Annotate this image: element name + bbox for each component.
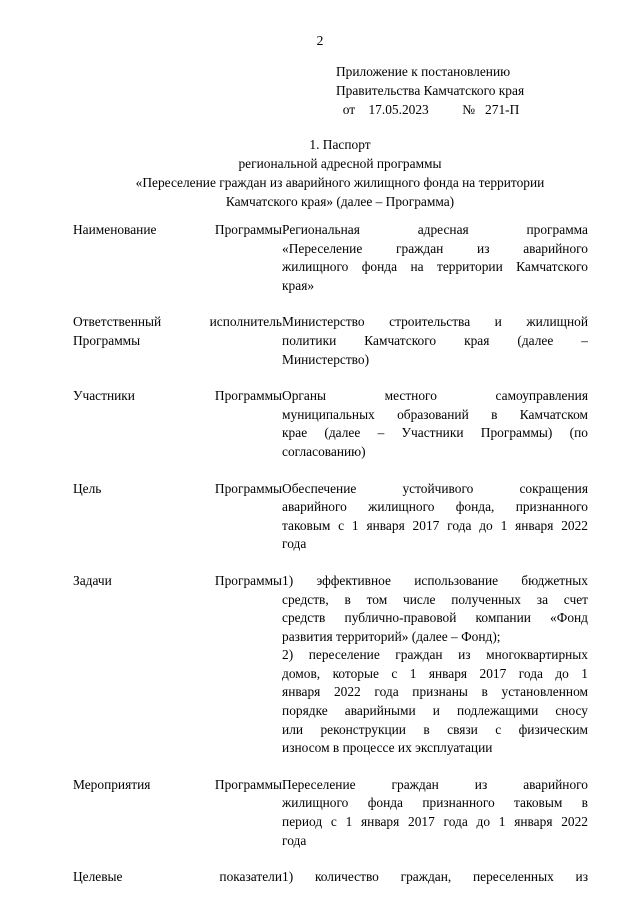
row-value-line: аварийного жилищного фонда, признанного <box>282 499 588 515</box>
passport-row <box>73 313 588 369</box>
row-value-line: муниципальных образований в Камчатском <box>282 406 588 422</box>
title-line-1: 1. Паспорт <box>309 137 371 152</box>
spacer-cell <box>282 295 588 313</box>
row-value-line: года <box>282 536 307 552</box>
passport-row <box>73 776 588 850</box>
passport-row <box>73 221 588 295</box>
appendix-header <box>336 62 524 119</box>
row-value-line: января 2022 года признаны в установленном <box>282 684 588 700</box>
date-prefix: от <box>342 102 356 117</box>
spacer-cell <box>73 295 282 313</box>
row-value-line: таковым с 1 января 2017 года до 1 января 2022 <box>282 517 588 533</box>
spacer-cell <box>282 850 588 868</box>
row-label-line: Задачи Программы <box>73 572 283 588</box>
row-value-line: года <box>282 832 307 848</box>
spacer-cell <box>73 462 282 480</box>
row-value-line: политики Камчатского края (далее – <box>282 332 588 348</box>
appendix-line-2: Правительства Камчатского края <box>336 83 525 98</box>
passport-row <box>73 480 588 554</box>
row-value-line: Региональная адресная программа <box>282 222 588 237</box>
row-value-line: порядке аварийными и подлежащими сносу <box>282 703 588 719</box>
spacer-cell <box>73 554 282 572</box>
spacer-cell <box>73 850 282 868</box>
spacer-cell <box>73 369 282 387</box>
row-value-line: жилищного фонда признанного таковым в <box>282 795 588 811</box>
row-value-line: крае (далее – Участники Программы) (по <box>282 425 588 441</box>
row-value <box>282 868 588 887</box>
row-value-line: Министерство) <box>282 351 370 367</box>
row-value <box>282 221 588 295</box>
title-line-3: «Переселение граждан из аварийного жилищного фонда на территории <box>135 175 545 190</box>
resolution-number: 271-П <box>485 102 520 117</box>
row-value-line: Министерство строительства и жилищной <box>282 314 588 330</box>
row-value-line: 1) количество граждан, переселенных из <box>282 869 588 885</box>
row-value-line: края» <box>282 277 315 293</box>
title-line-4: Камчатского края» (далее – Программа) <box>225 194 455 209</box>
row-label <box>73 776 282 850</box>
row-value-line: Переселение граждан из аварийного <box>282 776 588 792</box>
row-label-line: Наименование Программы <box>73 222 283 237</box>
row-value <box>282 480 588 554</box>
passport-row <box>73 572 588 758</box>
row-value <box>282 572 588 758</box>
row-label <box>73 387 282 461</box>
row-spacer <box>73 295 588 313</box>
passport-row <box>73 387 588 461</box>
row-label-line: Цель Программы <box>73 480 283 496</box>
row-spacer <box>73 369 588 387</box>
row-value-line: жилищного фонда на территории Камчатского <box>282 259 588 275</box>
row-label-line: Целевые показатели <box>73 869 283 885</box>
row-value-line: «Переселение граждан из аварийного <box>282 240 588 256</box>
row-spacer <box>73 850 588 868</box>
row-value-line: домов, которые с 1 января 2017 года до 1 <box>282 665 588 681</box>
row-value-line: средств публично-правовой компании «Фонд <box>282 610 588 626</box>
appendix-date-line <box>336 100 524 119</box>
row-spacer <box>73 554 588 572</box>
row-value-line: согласованию) <box>282 443 366 459</box>
row-value-line: Обеспечение устойчивого сокращения <box>282 480 588 496</box>
row-value-line: или реконструкции в связи с физическим <box>282 721 588 737</box>
row-value-line: износом в процессе их эксплуатации <box>282 740 493 756</box>
row-value-line: развития территорий» (далее – Фонд); <box>282 628 501 644</box>
row-spacer <box>73 758 588 776</box>
row-label-line: Ответственный исполнитель <box>73 314 283 330</box>
row-value <box>282 387 588 461</box>
row-label-line: Участники Программы <box>73 388 283 404</box>
row-value <box>282 313 588 369</box>
row-label <box>73 221 282 295</box>
spacer-cell <box>282 462 588 480</box>
row-label <box>73 868 282 887</box>
row-value-line: средств, в том числе полученных за счет <box>282 591 588 607</box>
row-value-line: период с 1 января 2017 года до 1 января 2022 <box>282 814 588 830</box>
row-label <box>73 572 282 758</box>
passport-title <box>60 135 620 211</box>
row-label <box>73 480 282 554</box>
title-line-2: региональной адресной программы <box>238 156 442 171</box>
resolution-date: 17.05.2023 <box>368 102 429 117</box>
passport-row <box>73 868 588 887</box>
row-spacer <box>73 462 588 480</box>
row-value <box>282 776 588 850</box>
row-label-line: Мероприятия Программы <box>73 776 283 792</box>
row-label-line: Программы <box>73 332 141 348</box>
spacer-cell <box>282 758 588 776</box>
spacer-cell <box>282 554 588 572</box>
appendix-line-1: Приложение к постановлению <box>336 64 511 79</box>
row-value-line: 2) переселение граждан из многоквартирных <box>282 647 588 663</box>
row-value-line: 1) эффективное использование бюджетных <box>282 572 588 588</box>
passport-table <box>73 221 588 887</box>
page-number: 2 <box>316 33 324 48</box>
row-value-line: Органы местного самоуправления <box>282 388 588 404</box>
spacer-cell <box>282 369 588 387</box>
row-label <box>73 313 282 369</box>
spacer-cell <box>73 758 282 776</box>
number-prefix: № <box>462 102 475 117</box>
